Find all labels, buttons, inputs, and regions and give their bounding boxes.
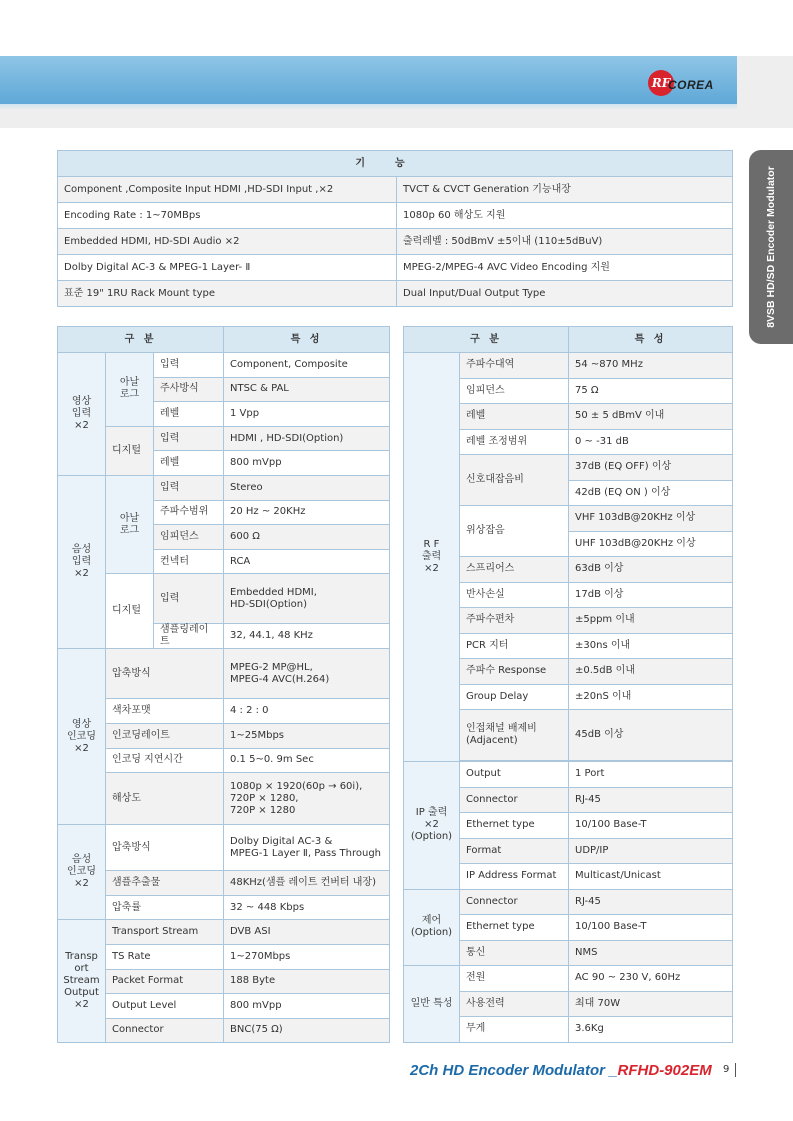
spec-value: UHF 103dB@20KHz 이상 [569, 531, 733, 557]
spec-value: 32 ~ 448 Kbps [224, 895, 390, 920]
spec-value: 20 Hz ~ 20KHz [224, 500, 390, 525]
video-input-category: 영상 입력 ×2 [58, 353, 106, 476]
spec-item: 위상잡음 [460, 506, 569, 557]
table-row [58, 203, 733, 229]
spec-item: Transport Stream [106, 920, 224, 945]
spec-value: 42dB (EQ ON ) 이상 [569, 480, 733, 506]
spec-value: MPEG-2 MP@HL, MPEG-4 AVC(H.264) [224, 649, 390, 699]
spec-item: 샘플링레이트 [154, 624, 224, 649]
brand-logo [648, 70, 718, 98]
spec-item: 레벨 [154, 402, 224, 427]
footer-title [410, 1062, 712, 1079]
spec-value: 1 Port [569, 762, 733, 788]
spec-item: Group Delay [460, 684, 569, 710]
spec-value: AC 90 ~ 230 V, 60Hz [569, 966, 733, 992]
spec-item: 주파수편차 [460, 608, 569, 634]
spec-item: 색차포맷 [106, 699, 224, 724]
feature-cell: Dolby Digital AC-3 & MPEG-1 Layer- Ⅱ [58, 255, 397, 281]
audio-digital-subcategory: 디지털 [106, 574, 154, 649]
page-divider [735, 1063, 736, 1077]
spec-value: 4 : 2 : 0 [224, 699, 390, 724]
feature-cell: MPEG-2/MPEG-4 AVC Video Encoding 지원 [397, 255, 733, 281]
spec-item: 입력 [154, 574, 224, 624]
spec-value: 800 mVpp [224, 451, 390, 476]
spec-value: 63dB 이상 [569, 557, 733, 583]
spec-item: 반사손실 [460, 582, 569, 608]
spec-value: DVB ASI [224, 920, 390, 945]
spec-item: IP Address Format [460, 864, 569, 890]
logo-wordmark: COREA [668, 78, 714, 92]
audio-input-category: 음성 입력 ×2 [58, 475, 106, 648]
spec-item: Ethernet type [460, 915, 569, 941]
video-analog-subcategory: 아날 로그 [106, 353, 154, 427]
spec-value: NTSC & PAL [224, 377, 390, 402]
feature-cell: 표준 19" 1RU Rack Mount type [58, 281, 397, 307]
spec-item: PCR 지터 [460, 633, 569, 659]
ts-output-category: Transp ort Stream Output ×2 [58, 920, 106, 1043]
features-header: 기능 [58, 151, 733, 177]
right-spec-table [403, 326, 733, 1043]
left-header-category: 구 분 [58, 327, 224, 353]
spec-value: 최대 70W [569, 991, 733, 1017]
spec-item: 주파수대역 [460, 353, 569, 379]
side-section-tab [749, 150, 793, 344]
spec-item: 압축률 [106, 895, 224, 920]
spec-value: 1080p × 1920(60p → 60i), 720P × 1280, 720P × 1280 [224, 773, 390, 825]
header-shadow [0, 104, 737, 110]
control-category: 제어 (Option) [404, 889, 460, 966]
spec-value: Stereo [224, 475, 390, 500]
spec-item: Output Level [106, 994, 224, 1019]
spec-value: UDP/IP [569, 838, 733, 864]
side-tab-label: 8VSB HD/SD Encoder Modulator [765, 166, 777, 328]
audio-analog-subcategory: 아날 로그 [106, 475, 154, 573]
table-row [58, 255, 733, 281]
spec-item: 입력 [154, 475, 224, 500]
spec-item: 스프리어스 [460, 557, 569, 583]
feature-cell: 1080p 60 해상도 지원 [397, 203, 733, 229]
left-header-spec: 특 성 [224, 327, 390, 353]
spec-value: RJ-45 [569, 787, 733, 813]
video-digital-subcategory: 디지털 [106, 426, 154, 475]
spec-value: 188 Byte [224, 969, 390, 994]
left-spec-table [57, 326, 390, 1043]
spec-value: ±20nS 이내 [569, 684, 733, 710]
spec-value: Dolby Digital AC-3 & MPEG-1 Layer Ⅱ, Pass Through [224, 825, 390, 871]
spec-value: 600 Ω [224, 525, 390, 550]
spec-value: 10/100 Base-T [569, 813, 733, 839]
feature-cell: Component ,Composite Input HDMI ,HD-SDI Input ,×2 [58, 177, 397, 203]
spec-item: Ethernet type [460, 813, 569, 839]
right-header-category: 구 분 [404, 327, 569, 353]
ip-output-category: IP 출력 ×2 (Option) [404, 762, 460, 890]
spec-value: 1 Vpp [224, 402, 390, 427]
feature-cell: Encoding Rate : 1~70MBps [58, 203, 397, 229]
spec-value: Component, Composite [224, 353, 390, 378]
spec-item: Packet Format [106, 969, 224, 994]
header-blue-bar [0, 56, 737, 104]
spec-item: 인접채널 배제비 (Adjacent) [460, 710, 569, 761]
spec-item: 입력 [154, 426, 224, 451]
spec-item: 레벨 [460, 404, 569, 430]
logo-mark-icon: RF [648, 70, 674, 96]
table-row [58, 281, 733, 307]
spec-value: 75 Ω [569, 378, 733, 404]
spec-value: 0 ~ -31 dB [569, 429, 733, 455]
spec-value: 3.6Kg [569, 1017, 733, 1043]
audio-encoding-category: 음성 인코딩 ×2 [58, 825, 106, 920]
spec-item: Connector [106, 1018, 224, 1043]
table-row [58, 229, 733, 255]
spec-item: 압축방식 [106, 649, 224, 699]
page-number: 9 [723, 1064, 730, 1075]
spec-value: RCA [224, 549, 390, 574]
spec-item: TS Rate [106, 944, 224, 969]
feature-cell: 출력레벨 : 50dBmV ±5이내 (110±5dBuV) [397, 229, 733, 255]
spec-value: 1~25Mbps [224, 723, 390, 748]
spec-item: 압축방식 [106, 825, 224, 871]
spec-value: 50 ± 5 dBmV 이내 [569, 404, 733, 430]
spec-item: 입력 [154, 353, 224, 378]
spec-value: 1~270Mbps [224, 944, 390, 969]
spec-item: 인코딩 지연시간 [106, 748, 224, 773]
spec-value: Embedded HDMI, HD-SDI(Option) [224, 574, 390, 624]
spec-value: ±5ppm 이내 [569, 608, 733, 634]
spec-item: 무게 [460, 1017, 569, 1043]
spec-value: ±30ns 이내 [569, 633, 733, 659]
spec-item: 주파수범위 [154, 500, 224, 525]
table-row [58, 177, 733, 203]
spec-value: 10/100 Base-T [569, 915, 733, 941]
spec-item: 임피던스 [460, 378, 569, 404]
spec-item: 임피던스 [154, 525, 224, 550]
spec-item: Connector [460, 787, 569, 813]
spec-value: HDMI , HD-SDI(Option) [224, 426, 390, 451]
right-header-spec: 특 성 [569, 327, 733, 353]
spec-item: 인코딩레이트 [106, 723, 224, 748]
spec-value: VHF 103dB@20KHz 이상 [569, 506, 733, 532]
spec-item: 주사방식 [154, 377, 224, 402]
general-category: 일반 특성 [404, 966, 460, 1043]
rf-output-category: R F 출력 ×2 [404, 353, 460, 762]
spec-item: Output [460, 762, 569, 788]
spec-value: 800 mVpp [224, 994, 390, 1019]
spec-value: 48KHz(샘플 레이트 컨버터 내장) [224, 871, 390, 896]
spec-item: 전원 [460, 966, 569, 992]
spec-value: 54 ~870 MHz [569, 353, 733, 379]
spec-value: 17dB 이상 [569, 582, 733, 608]
spec-item: Format [460, 838, 569, 864]
spec-item: 샘플추출물 [106, 871, 224, 896]
spec-item: 레벨 조정범위 [460, 429, 569, 455]
feature-cell: Dual Input/Dual Output Type [397, 281, 733, 307]
feature-cell: TVCT & CVCT Generation 기능내장 [397, 177, 733, 203]
video-encoding-category: 영상 인코딩 ×2 [58, 649, 106, 825]
footer-product: 2Ch HD Encoder Modulator _ [410, 1062, 618, 1079]
spec-value: BNC(75 Ω) [224, 1018, 390, 1043]
spec-value: 0.1 5~0. 9m Sec [224, 748, 390, 773]
spec-value: 37dB (EQ OFF) 이상 [569, 455, 733, 481]
spec-item: 해상도 [106, 773, 224, 825]
spec-value: NMS [569, 940, 733, 966]
footer-model: RFHD-902EM [617, 1062, 712, 1079]
spec-value: Multicast/Unicast [569, 864, 733, 890]
feature-cell: Embedded HDMI, HD-SDI Audio ×2 [58, 229, 397, 255]
spec-item: 통신 [460, 940, 569, 966]
spec-item: 사용전력 [460, 991, 569, 1017]
spec-value: RJ-45 [569, 889, 733, 915]
spec-item: 신호대잡음비 [460, 455, 569, 506]
spec-item: 레벨 [154, 451, 224, 476]
spec-item: Connector [460, 889, 569, 915]
spec-value: ±0.5dB 이내 [569, 659, 733, 685]
spec-item: 주파수 Response [460, 659, 569, 685]
spec-value: 32, 44.1, 48 KHz [224, 624, 390, 649]
features-table [57, 150, 733, 307]
spec-item: 컨넥터 [154, 549, 224, 574]
spec-value: 45dB 이상 [569, 710, 733, 761]
